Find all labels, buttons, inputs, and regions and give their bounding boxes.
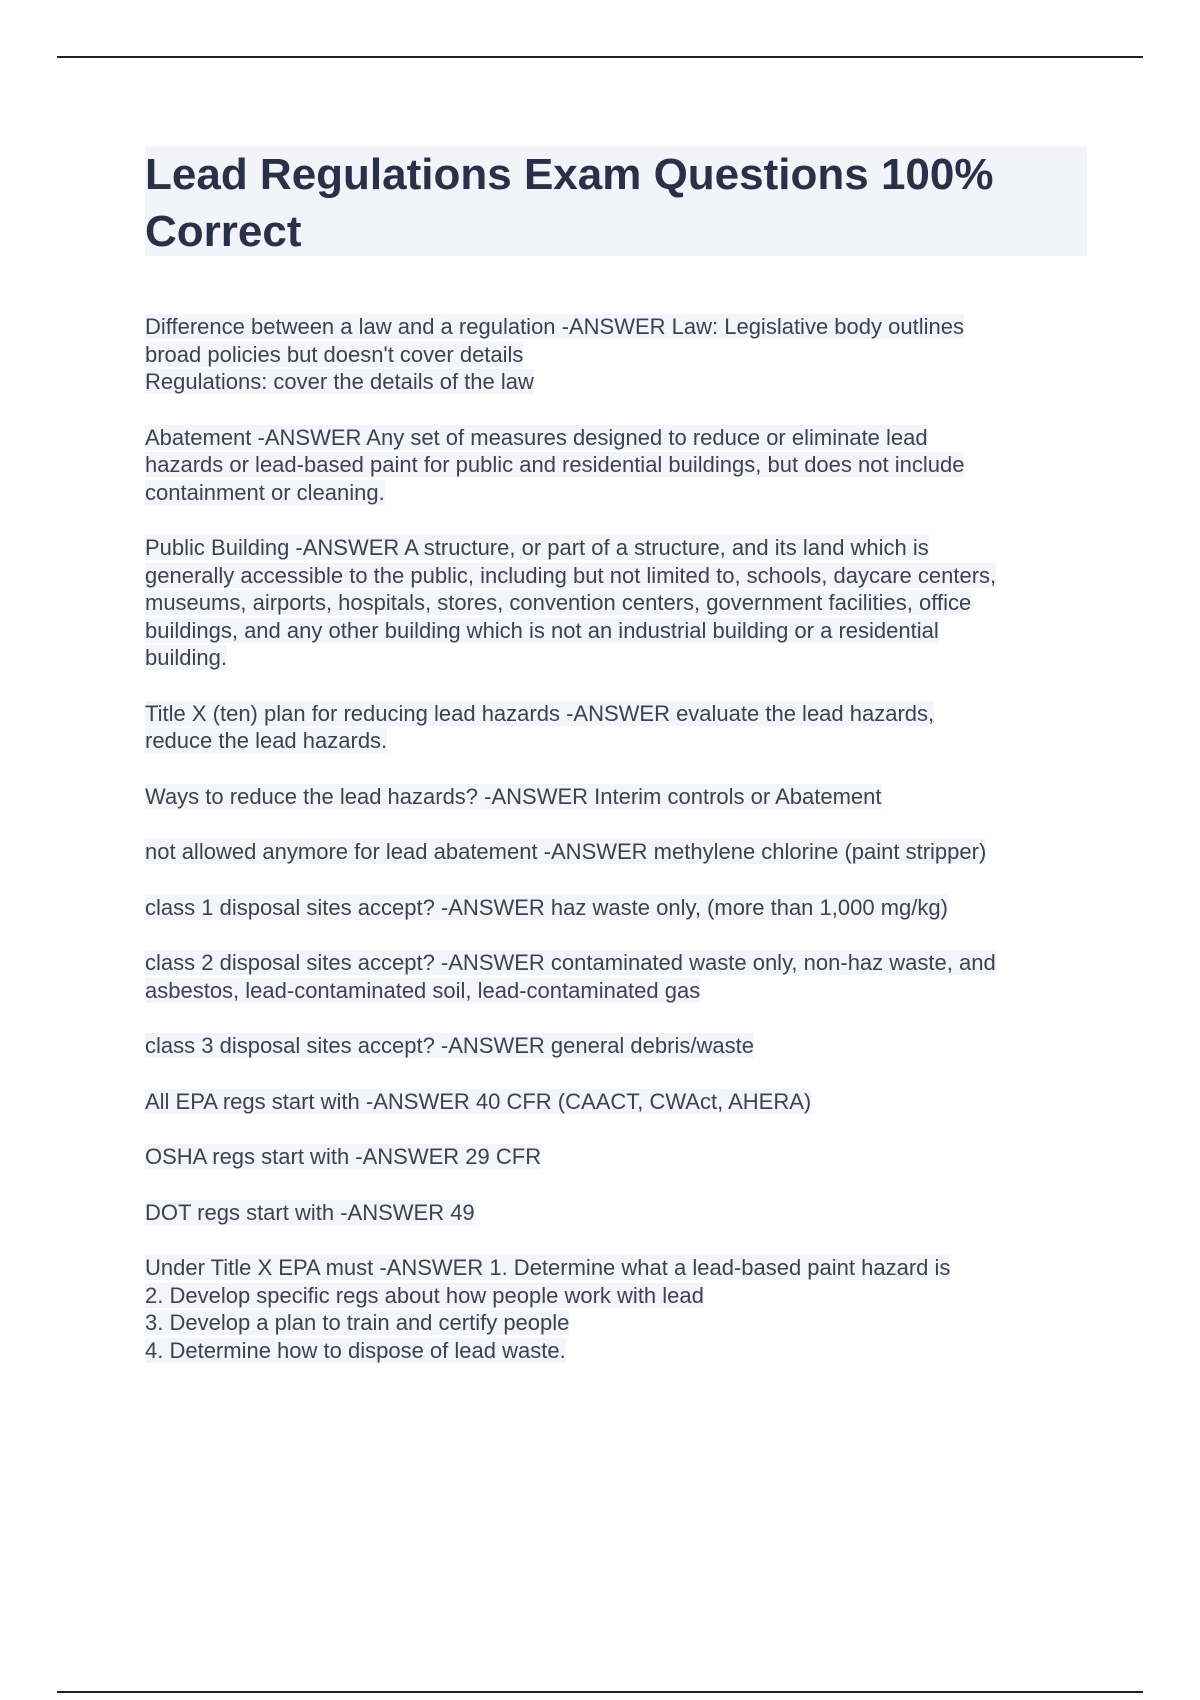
qa-line: [145, 562, 1095, 590]
qa-line: [145, 1088, 1095, 1116]
top-divider: [57, 56, 1143, 58]
qa-list: [145, 313, 1095, 1392]
qa-line: [145, 1337, 1095, 1365]
qa-line-text: museums, airports, hospitals, stores, convention centers, government facilities, office: [145, 590, 972, 615]
qa-line-text: buildings, and any other building which is not an industrial building or a residential: [145, 617, 939, 643]
qa-line: [145, 894, 1095, 922]
qa-line-text: hazards or lead-based paint for public and residential buildings, but does not include: [145, 452, 965, 477]
qa-entry: [145, 894, 1095, 922]
qa-line-text: DOT regs start with -ANSWER 49: [145, 1199, 475, 1225]
qa-entry: [145, 783, 1095, 811]
qa-line: [145, 313, 1095, 341]
qa-line-text: 2. Develop specific regs about how people work with lead: [145, 1282, 704, 1308]
qa-line: [145, 1309, 1095, 1337]
qa-line-text: Public Building -ANSWER A structure, or part of a structure, and its land which is: [145, 535, 929, 560]
qa-line: [145, 341, 1095, 369]
qa-line: [145, 644, 1095, 672]
qa-entry: [145, 313, 1095, 396]
qa-entry: [145, 1143, 1095, 1171]
qa-entry: [145, 1199, 1095, 1227]
qa-line: [145, 700, 1095, 728]
qa-line: [145, 534, 1095, 562]
qa-line: [145, 1199, 1095, 1227]
qa-line-text: class 2 disposal sites accept? -ANSWER contaminated waste only, non-haz waste, and: [145, 950, 996, 975]
qa-line: [145, 617, 1095, 645]
qa-line-text: generally accessible to the public, including but not limited to, schools, daycare centers,: [145, 562, 997, 588]
qa-line-text: OSHA regs start with -ANSWER 29 CFR: [145, 1144, 542, 1169]
qa-line: [145, 1143, 1095, 1171]
qa-line-text: asbestos, lead-contaminated soil, lead-contaminated gas: [145, 977, 701, 1003]
qa-entry: [145, 424, 1095, 507]
qa-line: [145, 977, 1095, 1005]
qa-line: [145, 1282, 1095, 1310]
qa-line-text: Title X (ten) plan for reducing lead hazards -ANSWER evaluate the lead hazards,: [145, 700, 935, 726]
document-title: Lead Regulations Exam Questions 100% Correct: [145, 150, 994, 256]
qa-line-text: Abatement -ANSWER Any set of measures designed to reduce or eliminate lead: [145, 424, 928, 450]
qa-line: [145, 727, 1095, 755]
qa-entry: [145, 838, 1095, 866]
qa-line: [145, 1254, 1095, 1282]
qa-line-text: Under Title X EPA must -ANSWER 1. Determine what a lead-based paint hazard is: [145, 1255, 951, 1280]
qa-line-text: class 1 disposal sites accept? -ANSWER haz waste only, (more than 1,000 mg/kg): [145, 894, 948, 920]
qa-line: [145, 424, 1095, 452]
qa-line: [145, 368, 1095, 396]
qa-entry: [145, 1088, 1095, 1116]
qa-line-text: 4. Determine how to dispose of lead waste.: [145, 1337, 566, 1363]
qa-entry: [145, 534, 1095, 672]
qa-entry: [145, 1254, 1095, 1364]
qa-line-text: containment or cleaning.: [145, 479, 385, 505]
qa-line: [145, 589, 1095, 617]
qa-line: [145, 838, 1095, 866]
qa-line: [145, 479, 1095, 507]
qa-entry: [145, 700, 1095, 755]
qa-line-text: Difference between a law and a regulation -ANSWER Law: Legislative body outlines: [145, 314, 964, 339]
qa-line-text: class 3 disposal sites accept? -ANSWER general debris/waste: [145, 1033, 754, 1058]
bottom-divider: [57, 1691, 1143, 1693]
qa-line-text: 3. Develop a plan to train and certify people: [145, 1310, 570, 1335]
qa-entry: [145, 949, 1095, 1004]
qa-line: [145, 451, 1095, 479]
qa-line-text: not allowed anymore for lead abatement -ANSWER methylene chlorine (paint stripper): [145, 839, 987, 864]
qa-line: [145, 1032, 1095, 1060]
qa-entry: [145, 1032, 1095, 1060]
qa-line: [145, 783, 1095, 811]
qa-line-text: reduce the lead hazards.: [145, 728, 388, 753]
qa-line-text: Ways to reduce the lead hazards? -ANSWER Interim controls or Abatement: [145, 783, 882, 809]
qa-line-text: Regulations: cover the details of the law: [145, 369, 534, 394]
qa-line-text: building.: [145, 645, 227, 670]
qa-line-text: broad policies but doesn't cover details: [145, 341, 524, 367]
qa-line: [145, 949, 1095, 977]
qa-line-text: All EPA regs start with -ANSWER 40 CFR (CAACT, CWAct, AHERA): [145, 1088, 812, 1114]
